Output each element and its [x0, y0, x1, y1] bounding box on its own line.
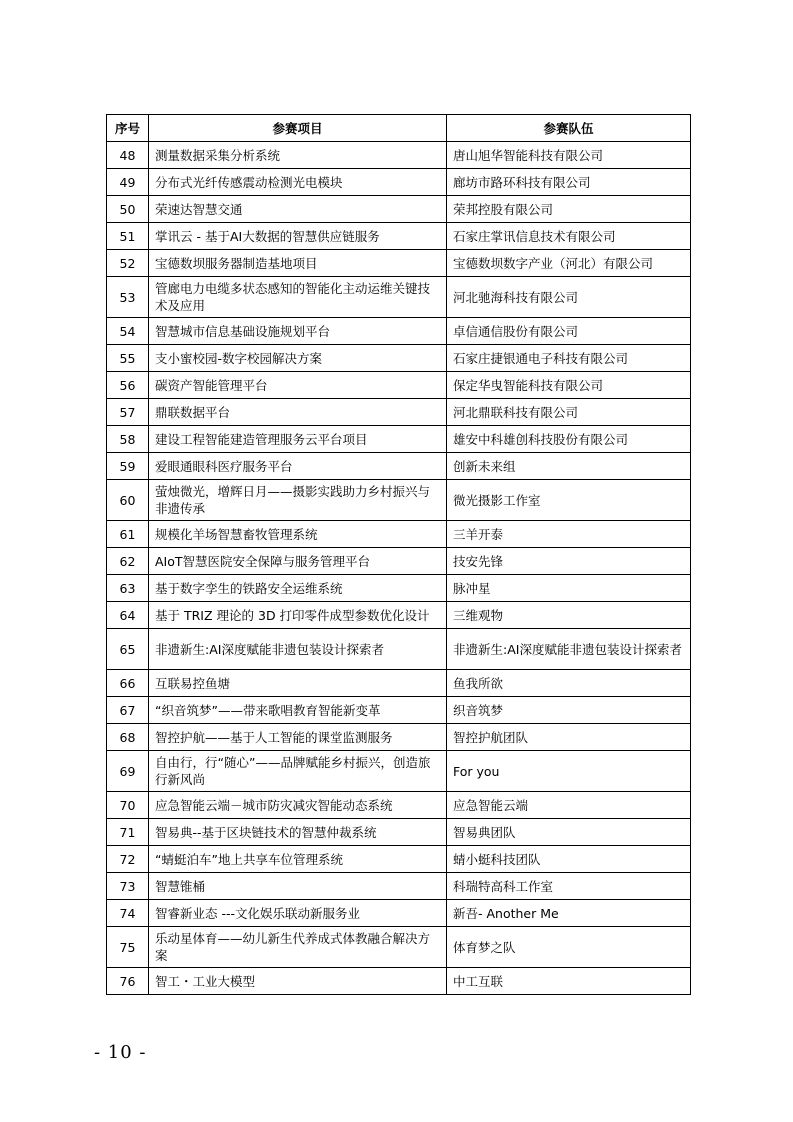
table-row: [107, 521, 691, 548]
cell-project: 智慧城市信息基础设施规划平台: [149, 318, 447, 345]
cell-team: 鱼我所欲: [447, 670, 691, 697]
cell-team: 河北驰海科技有限公司: [447, 277, 691, 318]
cell-number: 58: [107, 426, 149, 453]
cell-project: 管廊电力电缆多状态感知的智能化主动运维关键技术及应用: [149, 277, 447, 318]
table-row: [107, 372, 691, 399]
cell-team: 中工互联: [447, 968, 691, 995]
table-row: [107, 751, 691, 792]
cell-number: 62: [107, 548, 149, 575]
cell-number: 66: [107, 670, 149, 697]
table-row: [107, 697, 691, 724]
award-table: [106, 114, 691, 995]
cell-project: 鼎联数据平台: [149, 399, 447, 426]
table-row: [107, 846, 691, 873]
cell-number: 67: [107, 697, 149, 724]
cell-number: 70: [107, 792, 149, 819]
cell-project: 荣速达智慧交通: [149, 196, 447, 223]
cell-team: 技安先锋: [447, 548, 691, 575]
table-body: [107, 142, 691, 995]
header-number: 序号: [107, 115, 149, 142]
cell-team: 体育梦之队: [447, 927, 691, 968]
cell-number: 57: [107, 399, 149, 426]
cell-project: 规模化羊场智慧畜牧管理系统: [149, 521, 447, 548]
cell-number: 71: [107, 819, 149, 846]
cell-team: 三羊开泰: [447, 521, 691, 548]
cell-number: 72: [107, 846, 149, 873]
cell-team: 廊坊市路环科技有限公司: [447, 169, 691, 196]
cell-team: 创新未来组: [447, 453, 691, 480]
table-row: [107, 927, 691, 968]
cell-team: 荣邦控股有限公司: [447, 196, 691, 223]
table-row: [107, 724, 691, 751]
cell-team: 织音筑梦: [447, 697, 691, 724]
cell-team: 宝德数坝数字产业（河北）有限公司: [447, 250, 691, 277]
cell-number: 74: [107, 900, 149, 927]
cell-team: 科瑞特高科工作室: [447, 873, 691, 900]
cell-number: 48: [107, 142, 149, 169]
cell-project: 支小蜜校园-数字校园解决方案: [149, 345, 447, 372]
table-row: [107, 250, 691, 277]
cell-project: 互联易控鱼塘: [149, 670, 447, 697]
table-row: [107, 196, 691, 223]
cell-team: 三维观物: [447, 602, 691, 629]
table-row: [107, 792, 691, 819]
cell-project: 宝德数坝服务器制造基地项目: [149, 250, 447, 277]
cell-project: 碳资产智能管理平台: [149, 372, 447, 399]
cell-team: 河北鼎联科技有限公司: [447, 399, 691, 426]
cell-team: 石家庄掌讯信息技术有限公司: [447, 223, 691, 250]
cell-project: AIoT智慧医院安全保障与服务管理平台: [149, 548, 447, 575]
cell-team: 智易典团队: [447, 819, 691, 846]
table-row: [107, 629, 691, 670]
cell-team: 石家庄捷银通电子科技有限公司: [447, 345, 691, 372]
cell-project: 应急智能云端－城市防灾减灾智能动态系统: [149, 792, 447, 819]
cell-number: 65: [107, 629, 149, 670]
cell-team: 脉冲星: [447, 575, 691, 602]
cell-number: 64: [107, 602, 149, 629]
table-row: [107, 602, 691, 629]
table-row: [107, 453, 691, 480]
cell-number: 60: [107, 480, 149, 521]
cell-project: 爱眼通眼科医疗服务平台: [149, 453, 447, 480]
table-row: [107, 873, 691, 900]
cell-number: 53: [107, 277, 149, 318]
cell-project: 智慧锥桶: [149, 873, 447, 900]
header-project: 参赛项目: [149, 115, 447, 142]
cell-number: 75: [107, 927, 149, 968]
cell-project: 萤烛微光，增辉日月——摄影实践助力乡村振兴与非遗传承: [149, 480, 447, 521]
table-row: [107, 900, 691, 927]
cell-project: 智易典--基于区块链技术的智慧仲裁系统: [149, 819, 447, 846]
table-row: [107, 223, 691, 250]
table-row: [107, 968, 691, 995]
table-row: [107, 142, 691, 169]
table-header-row: [107, 115, 691, 142]
cell-team: 新吾- Another Me: [447, 900, 691, 927]
cell-project: 测量数据采集分析系统: [149, 142, 447, 169]
cell-team: 卓信通信股份有限公司: [447, 318, 691, 345]
cell-project: 非遗新生:AI深度赋能非遗包装设计探索者: [149, 629, 447, 670]
cell-project: “织音筑梦”——带来歌唱教育智能新变革: [149, 697, 447, 724]
award-table-container: [106, 114, 690, 995]
cell-number: 73: [107, 873, 149, 900]
cell-number: 69: [107, 751, 149, 792]
cell-project: “蜻蜓泊车”地上共享车位管理系统: [149, 846, 447, 873]
cell-number: 51: [107, 223, 149, 250]
cell-project: 建设工程智能建造管理服务云平台项目: [149, 426, 447, 453]
table-row: [107, 480, 691, 521]
table-row: [107, 575, 691, 602]
cell-team: 蜻小蜓科技团队: [447, 846, 691, 873]
cell-team: 应急智能云端: [447, 792, 691, 819]
table-row: [107, 548, 691, 575]
cell-project: 基于 TRIZ 理论的 3D 打印零件成型参数优化设计: [149, 602, 447, 629]
cell-team: 非遗新生:AI深度赋能非遗包装设计探索者: [447, 629, 691, 670]
cell-team: 唐山旭华智能科技有限公司: [447, 142, 691, 169]
table-row: [107, 399, 691, 426]
cell-team: 雄安中科雄创科技股份有限公司: [447, 426, 691, 453]
cell-number: 68: [107, 724, 149, 751]
cell-project: 自由行，行“随心”——品牌赋能乡村振兴，创造旅行新风尚: [149, 751, 447, 792]
cell-number: 76: [107, 968, 149, 995]
cell-team: For you: [447, 751, 691, 792]
cell-number: 54: [107, 318, 149, 345]
cell-number: 63: [107, 575, 149, 602]
cell-number: 61: [107, 521, 149, 548]
cell-project: 智睿新业态 ---文化娱乐联动新服务业: [149, 900, 447, 927]
table-row: [107, 345, 691, 372]
cell-number: 49: [107, 169, 149, 196]
cell-team: 智控护航团队: [447, 724, 691, 751]
cell-team: 微光摄影工作室: [447, 480, 691, 521]
cell-number: 52: [107, 250, 149, 277]
cell-project: 智工・工业大模型: [149, 968, 447, 995]
cell-number: 56: [107, 372, 149, 399]
cell-project: 分布式光纤传感震动检测光电模块: [149, 169, 447, 196]
table-row: [107, 318, 691, 345]
cell-project: 基于数字孪生的铁路安全运维系统: [149, 575, 447, 602]
header-team: 参赛队伍: [447, 115, 691, 142]
table-row: [107, 670, 691, 697]
cell-number: 59: [107, 453, 149, 480]
table-row: [107, 169, 691, 196]
cell-project: 乐动星体育——幼儿新生代养成式体教融合解决方案: [149, 927, 447, 968]
cell-team: 保定华曳智能科技有限公司: [447, 372, 691, 399]
table-row: [107, 426, 691, 453]
cell-number: 55: [107, 345, 149, 372]
cell-number: 50: [107, 196, 149, 223]
cell-project: 掌讯云 - 基于AI大数据的智慧供应链服务: [149, 223, 447, 250]
table-row: [107, 819, 691, 846]
table-row: [107, 277, 691, 318]
page-number: - 10 -: [94, 1042, 147, 1063]
cell-project: 智控护航——基于人工智能的课堂监测服务: [149, 724, 447, 751]
